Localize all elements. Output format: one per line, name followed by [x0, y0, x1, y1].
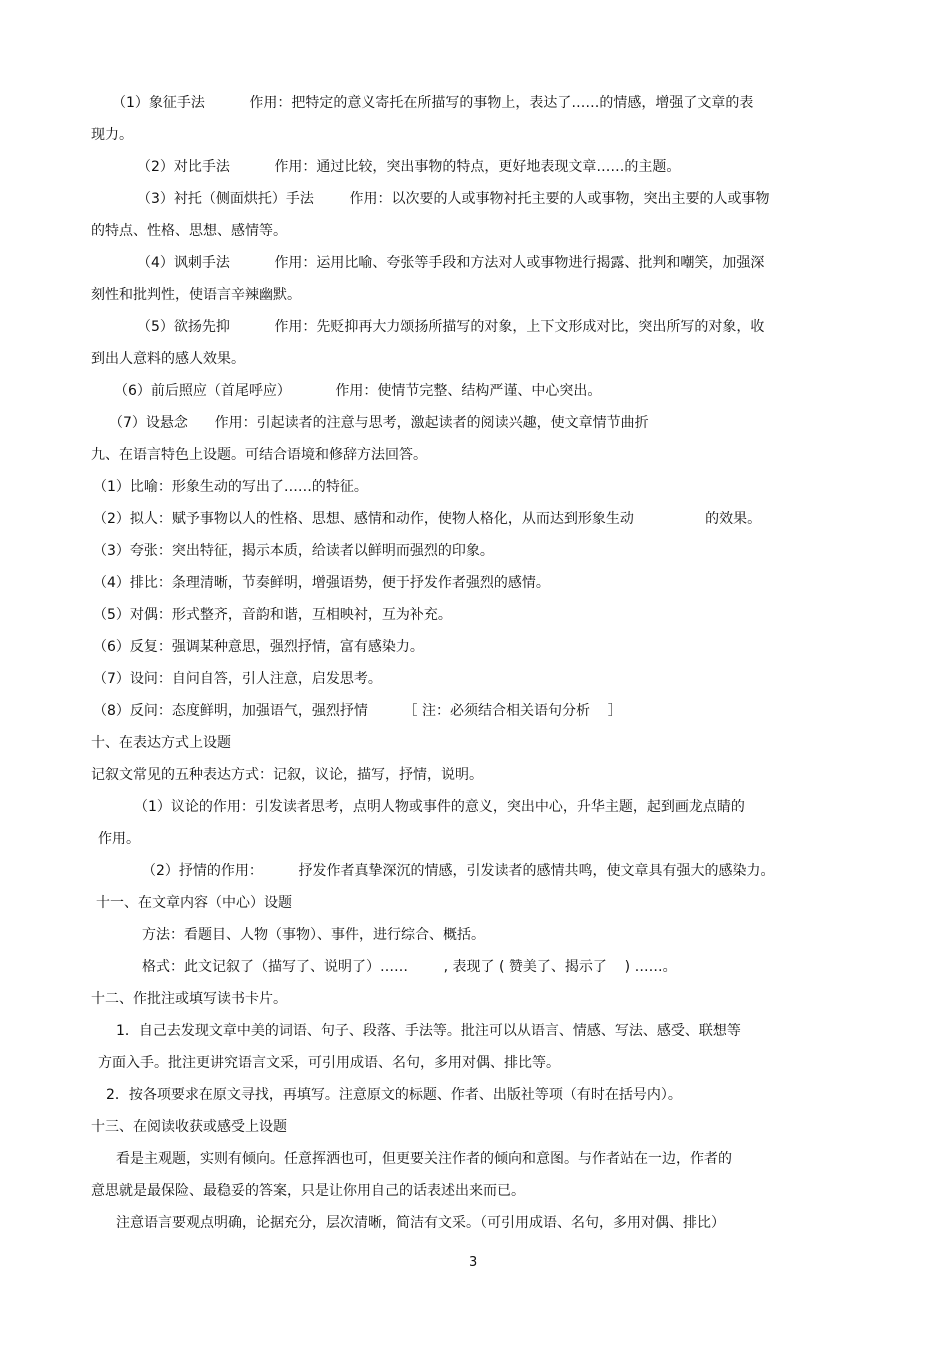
section-heading: 九、在语言特色上设题。可结合语境和修辞方法回答。 — [91, 447, 427, 463]
text-line: （8）反问：态度鲜明，加强语气，强烈抒情 ［ 注：必须结合相关语句分析 ］ — [93, 703, 622, 719]
text-line: （7）设问：自问自答，引人注意，启发思考。 — [93, 671, 382, 687]
text-line: （4）讽刺手法 作用：运用比喻、夸张等手段和方法对人或事物进行揭露、批判和嘲笑，加强深 — [137, 255, 765, 271]
text-line: 格式：此文记叙了（描写了、说明了）…… , 表现了 ( 赞美了、揭示了 ) ……。 — [142, 959, 677, 975]
text-line: （2）对比手法 作用：通过比较，突出事物的特点，更好地表现文章……的主题。 — [137, 159, 681, 175]
section-heading: 十一、在文章内容（中心）设题 — [96, 895, 292, 911]
text-line: 注意语言要观点明确，论据充分，层次清晰，简洁有文采。（可引用成语、名句，多用对偶、排比） — [116, 1215, 725, 1231]
text-line: （3）衬托（侧面烘托）手法 作用：以次要的人或事物衬托主要的人或事物，突出主要的人或事物 — [137, 191, 770, 207]
text-line: 作用。 — [98, 831, 140, 847]
text-line: （4）排比：条理清晰，节奏鲜明，增强语势，便于抒发作者强烈的感情。 — [93, 575, 550, 591]
text-line: 方面入手。批注更讲究语言文采，可引用成语、名句，多用对偶、排比等。 — [98, 1055, 560, 1071]
text-line: 1．自己去发现文章中美的词语、句子、段落、手法等。批注可以从语言、情感、写法、感受、联想等 — [116, 1023, 741, 1039]
text-line: （1）象征手法 作用：把特定的意义寄托在所描写的事物上，表达了……的情感，增强了文章的表 — [112, 95, 754, 111]
text-line: （6）前后照应（首尾呼应） 作用：使情节完整、结构严谨、中心突出。 — [114, 383, 602, 399]
page-number: 3 — [469, 1255, 478, 1270]
text-line: （1）议论的作用：引发读者思考，点明人物或事件的意义，突出中心，升华主题，起到画龙点睛的 — [134, 799, 745, 815]
section-heading: 十、在表达方式上设题 — [91, 735, 231, 751]
text-line: 刻性和批判性，使语言辛辣幽默。 — [91, 287, 301, 303]
text-line: （6）反复：强调某种意思，强烈抒情，富有感染力。 — [93, 639, 424, 655]
text-line: （1）比喻：形象生动的写出了……的特征。 — [93, 479, 368, 495]
text-line: 意思就是最保险、最稳妥的答案，只是让你用自己的话表述出来而已。 — [91, 1183, 525, 1199]
section-heading: 十三、在阅读收获或感受上设题 — [91, 1119, 287, 1135]
text-line: （2）拟人：赋予事物以人的性格、思想、感情和动作，使物人格化，从而达到形象生动 的效果。 — [93, 511, 762, 527]
text-line: （5）欲扬先抑 作用：先贬抑再大力颂扬所描写的对象，上下文形成对比，突出所写的对象，收 — [137, 319, 765, 335]
text-line: （2）抒情的作用： 抒发作者真挚深沉的情感，引发读者的感情共鸣，使文章具有强大的感染力。 — [142, 863, 775, 879]
text-line: 看是主观题，实则有倾向。任意挥洒也可，但更要关注作者的倾向和意图。与作者站在一边，作者的 — [116, 1151, 732, 1167]
text-line: 记叙文常见的五种表达方式：记叙，议论，描写，抒情，说明。 — [91, 767, 483, 783]
text-line: （7）设悬念 作用：引起读者的注意与思考，激起读者的阅读兴趣，使文章情节曲折 — [109, 415, 649, 431]
section-heading: 十二、作批注或填写读书卡片。 — [91, 991, 287, 1007]
text-line: 到出人意料的感人效果。 — [91, 351, 245, 367]
text-line: 的特点、性格、思想、感情等。 — [91, 223, 287, 239]
text-line: （5）对偶：形式整齐，音韵和谐，互相映衬，互为补充。 — [93, 607, 452, 623]
text-line: （3）夸张：突出特征，揭示本质，给读者以鲜明而强烈的印象。 — [93, 543, 494, 559]
text-line: 方法：看题目、人物（事物）、事件，进行综合、概括。 — [142, 927, 485, 943]
text-line: 现力。 — [91, 127, 133, 143]
text-line: 2．按各项要求在原文寻找，再填写。注意原文的标题、作者、出版社等项（有时在括号内）。 — [106, 1087, 682, 1103]
